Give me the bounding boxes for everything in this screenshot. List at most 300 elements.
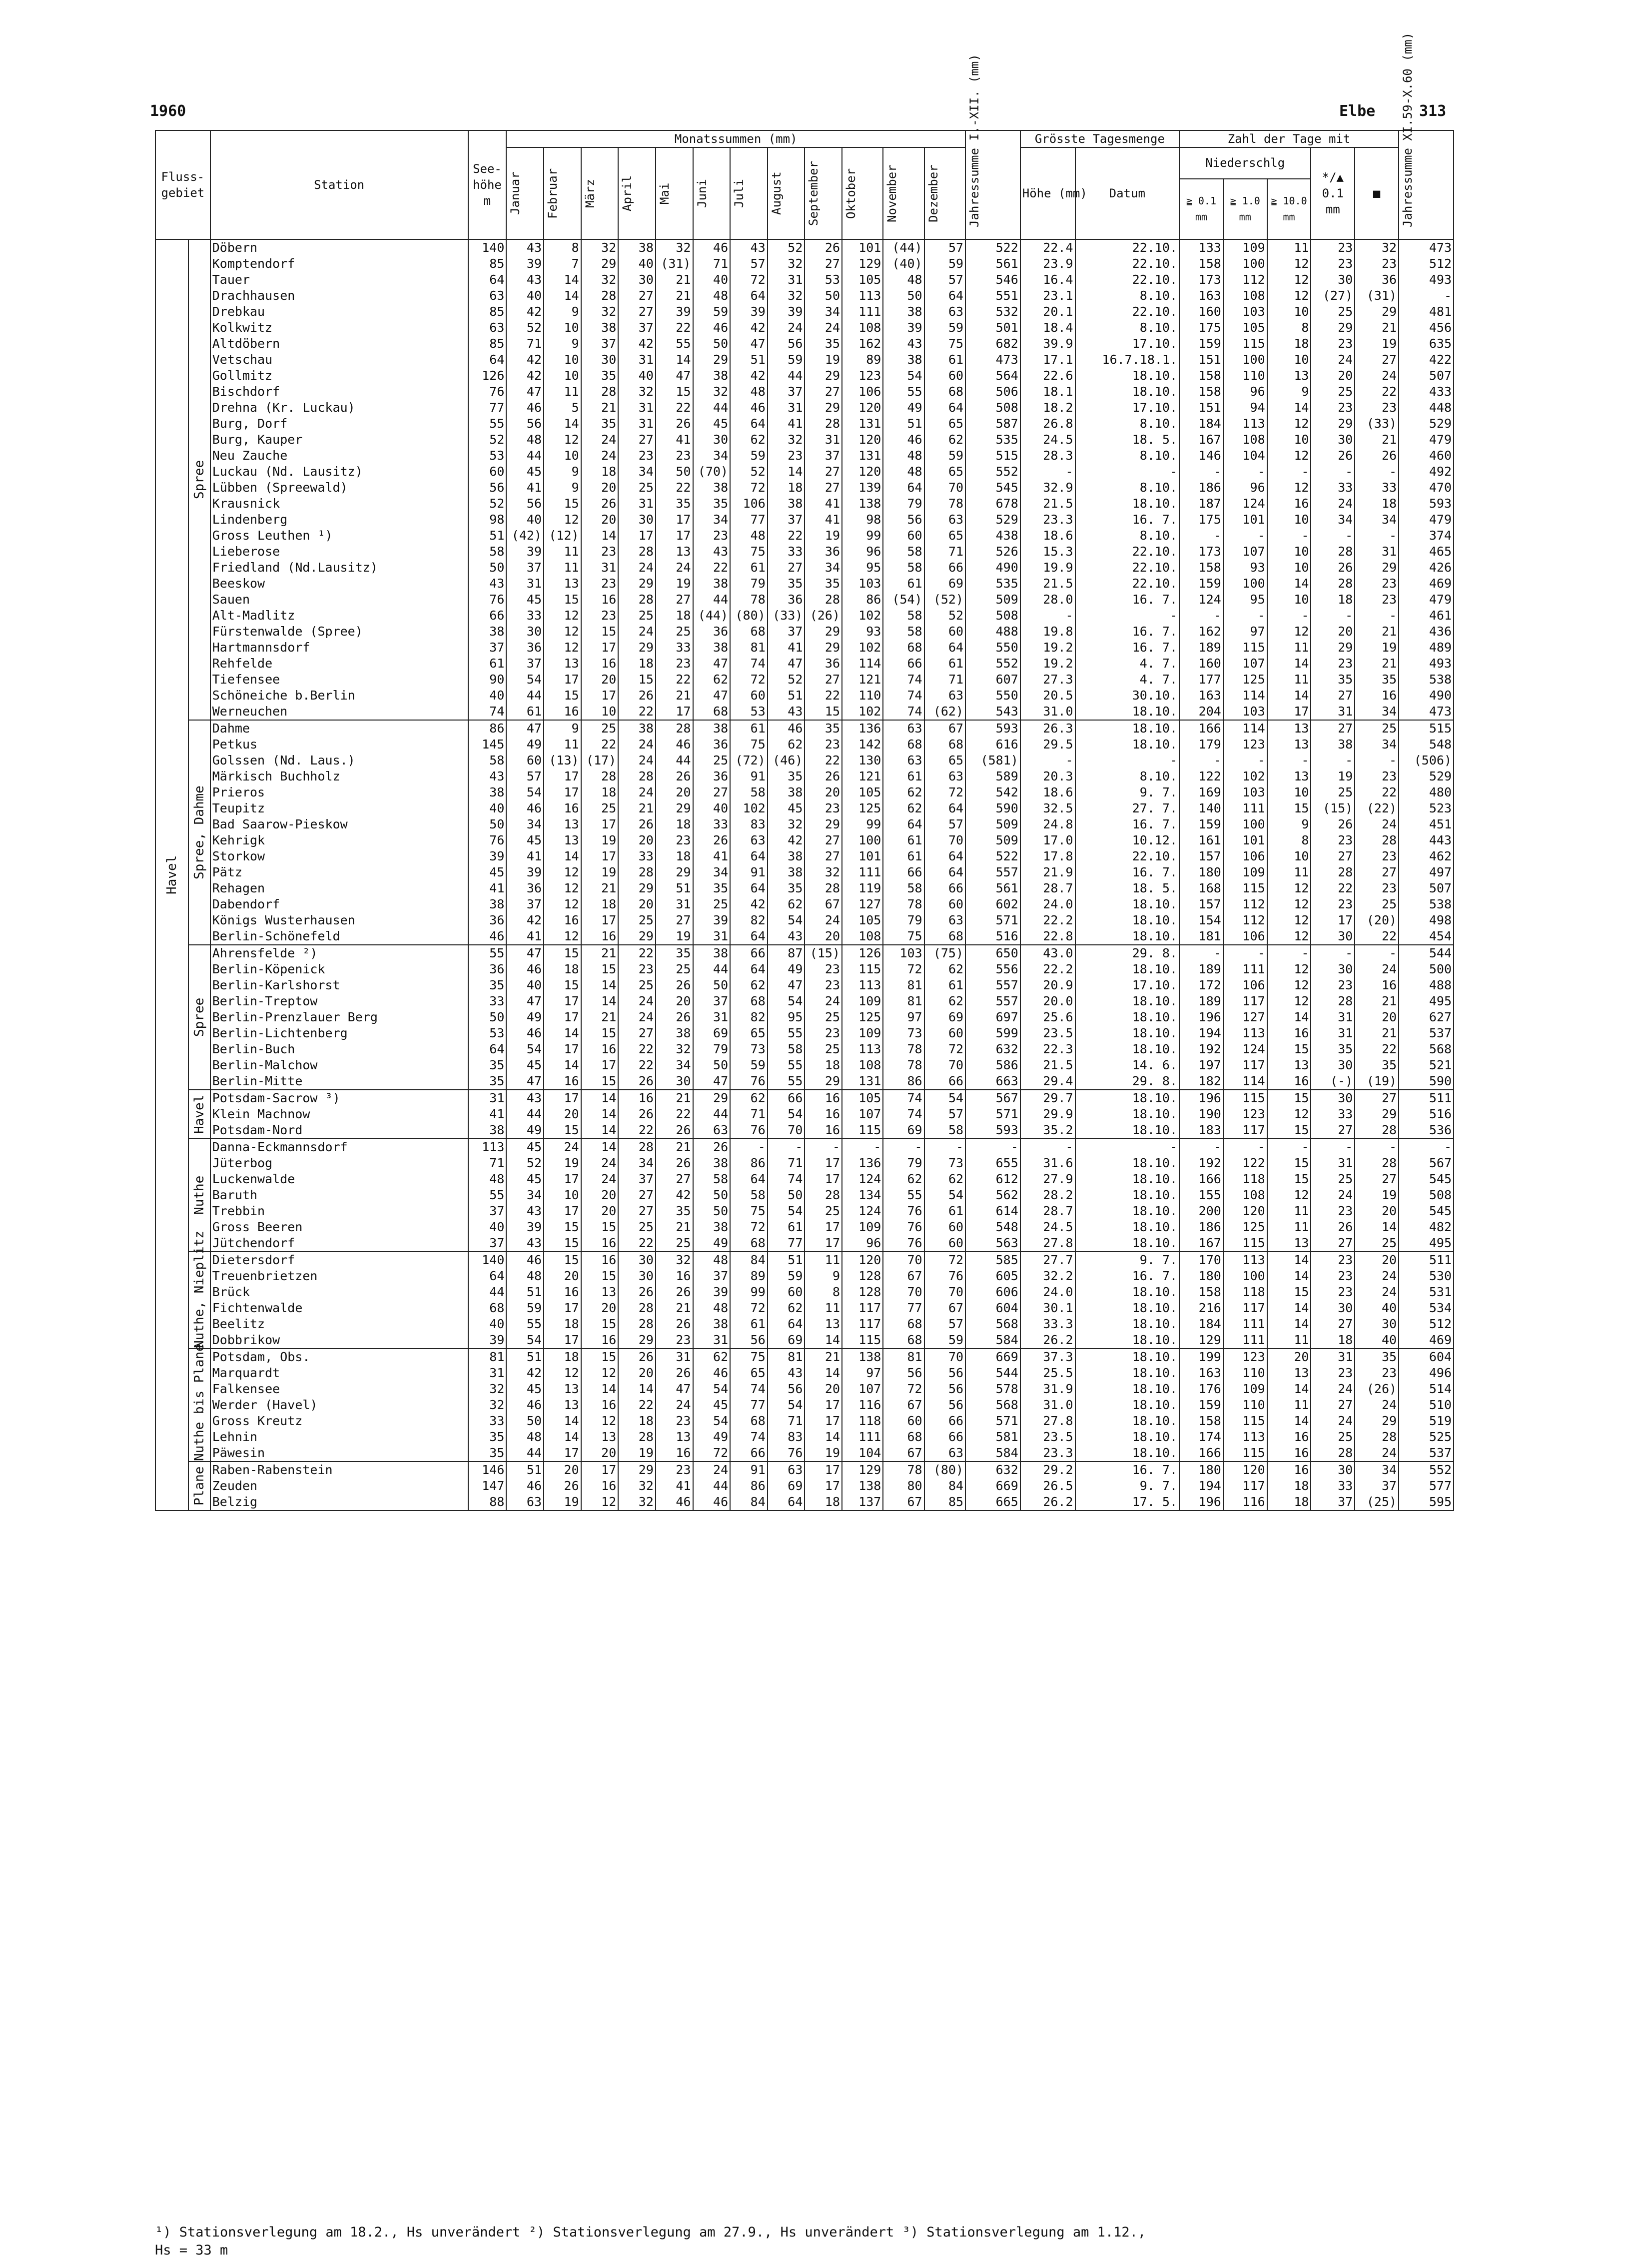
table-cell: 101 xyxy=(842,239,883,256)
table-cell: 482 xyxy=(1399,1219,1454,1235)
table-cell: 60 xyxy=(924,368,965,384)
table-cell: 13 xyxy=(805,1316,842,1332)
table-cell: 111 xyxy=(842,864,883,880)
table-cell: 51 xyxy=(506,1284,544,1300)
table-cell: 59 xyxy=(924,320,965,336)
table-cell: 60 xyxy=(506,753,544,768)
table-cell: 32 xyxy=(581,304,619,320)
table-cell: 77 xyxy=(730,1397,768,1413)
table-cell: 52 xyxy=(768,239,805,256)
table-cell: 22 xyxy=(1355,784,1399,800)
table-cell: 13 xyxy=(1267,737,1311,753)
table-cell: 22.4 xyxy=(1020,239,1075,256)
table-cell: 11 xyxy=(1267,1332,1311,1349)
table-row xyxy=(155,1041,1454,1057)
table-cell: 29 xyxy=(656,800,693,816)
table-cell: 29 xyxy=(618,1462,656,1478)
table-cell: 74 xyxy=(883,1106,924,1122)
table-cell: 37 xyxy=(468,1235,507,1252)
table-cell: 14 xyxy=(1267,1300,1311,1316)
table-cell: 28 xyxy=(805,416,842,432)
table-cell: 40 xyxy=(468,1219,507,1235)
table-cell: 37 xyxy=(581,336,619,352)
col-month-11-label: November xyxy=(885,164,899,222)
table-cell: 58 xyxy=(883,544,924,560)
table-cell: 21.5 xyxy=(1020,576,1075,592)
table-cell: 511 xyxy=(1399,1090,1454,1106)
table-cell: 479 xyxy=(1399,592,1454,608)
table-cell: 21 xyxy=(656,1219,693,1235)
table-cell: 29. 8. xyxy=(1075,1073,1180,1090)
table-cell: 18.10. xyxy=(1075,1009,1180,1025)
table-cell: 31.6 xyxy=(1020,1155,1075,1171)
table-cell: - xyxy=(1075,464,1180,480)
table-cell: 62 xyxy=(924,432,965,448)
table-cell: 42 xyxy=(506,352,544,368)
table-cell: 46 xyxy=(656,737,693,753)
col-groesste: Grösste Tagesmenge xyxy=(1020,130,1179,147)
table-cell: 120 xyxy=(842,400,883,416)
table-cell: 14 xyxy=(1267,1009,1311,1025)
table-cell: 161 xyxy=(1179,832,1223,848)
table-cell: 602 xyxy=(965,896,1020,912)
station-name: Rehagen xyxy=(210,880,468,896)
table-cell: 26 xyxy=(618,816,656,832)
table-cell: 22 xyxy=(618,1235,656,1252)
table-cell: 532 xyxy=(965,304,1020,320)
table-cell: 29.4 xyxy=(1020,1073,1075,1090)
col-month-7 xyxy=(730,147,768,239)
table-row xyxy=(155,704,1454,720)
table-cell: 15 xyxy=(544,1235,581,1252)
table-cell: 18.2 xyxy=(1020,400,1075,416)
table-cell: 35 xyxy=(468,1073,507,1090)
table-cell: 10 xyxy=(1267,848,1311,864)
sub-basin-label: Nuthe bis Plane xyxy=(188,1349,210,1462)
table-cell: 16 xyxy=(656,1445,693,1462)
table-cell: 62 xyxy=(883,1171,924,1187)
col-month-1-label: Januar xyxy=(508,171,523,215)
table-cell: 43 xyxy=(506,1090,544,1106)
table-cell: 56 xyxy=(924,1397,965,1413)
table-cell: 557 xyxy=(965,993,1020,1009)
table-cell: 552 xyxy=(965,656,1020,672)
table-cell: 146 xyxy=(468,1462,507,1478)
table-cell: 41 xyxy=(805,512,842,528)
table-cell: 23 xyxy=(1311,1203,1355,1219)
table-cell: 66 xyxy=(468,608,507,624)
table-cell: 41 xyxy=(506,848,544,864)
table-cell: 26 xyxy=(656,1316,693,1332)
table-cell: 79 xyxy=(883,1155,924,1171)
table-cell: 16 xyxy=(581,1252,619,1268)
table-cell: 163 xyxy=(1179,1365,1223,1381)
table-cell: 26 xyxy=(618,1106,656,1122)
table-cell: 595 xyxy=(1399,1494,1454,1511)
table-cell: 54 xyxy=(506,1332,544,1349)
table-cell: 104 xyxy=(842,1445,883,1462)
table-cell: 10 xyxy=(1267,592,1311,608)
table-cell: 18.10. xyxy=(1075,1219,1180,1235)
col-station: Station xyxy=(210,130,468,239)
table-cell: 33 xyxy=(506,608,544,624)
table-cell: - xyxy=(1355,608,1399,624)
table-cell: 45 xyxy=(693,1397,731,1413)
table-row xyxy=(155,1445,1454,1462)
table-cell: 50 xyxy=(883,288,924,304)
table-cell: 26 xyxy=(656,1122,693,1139)
table-cell: 124 xyxy=(842,1203,883,1219)
table-cell: 28 xyxy=(805,1187,842,1203)
table-cell: (33) xyxy=(1355,416,1399,432)
table-cell: 106 xyxy=(1223,977,1267,993)
table-cell: 106 xyxy=(730,496,768,512)
table-cell: 115 xyxy=(1223,880,1267,896)
table-cell: 186 xyxy=(1179,1219,1223,1235)
table-cell: 50 xyxy=(693,336,731,352)
table-cell: 20.5 xyxy=(1020,688,1075,704)
table-row xyxy=(155,480,1454,496)
table-cell: 45 xyxy=(768,800,805,816)
table-cell: 124 xyxy=(842,1171,883,1187)
table-cell: 17 xyxy=(1267,704,1311,720)
table-cell: 9 xyxy=(1267,816,1311,832)
table-cell: 21 xyxy=(581,945,619,961)
table-cell: 70 xyxy=(924,1057,965,1073)
table-cell: 85 xyxy=(468,304,507,320)
table-cell: 86 xyxy=(842,592,883,608)
table-cell: 56 xyxy=(506,496,544,512)
table-cell: 27 xyxy=(656,592,693,608)
table-cell: 29 xyxy=(656,864,693,880)
table-cell: 45 xyxy=(506,592,544,608)
table-cell: 112 xyxy=(1223,912,1267,928)
table-cell: 54 xyxy=(693,1381,731,1397)
table-cell: 184 xyxy=(1179,416,1223,432)
table-cell: 71 xyxy=(730,1106,768,1122)
table-cell: 32 xyxy=(581,239,619,256)
table-cell: 25 xyxy=(1355,896,1399,912)
table-cell: 593 xyxy=(965,720,1020,737)
table-cell: - xyxy=(1075,753,1180,768)
table-cell: 12 xyxy=(544,608,581,624)
table-cell: 67 xyxy=(805,896,842,912)
table-cell: 50 xyxy=(468,1009,507,1025)
table-cell: 32 xyxy=(656,239,693,256)
table-cell: 38 xyxy=(656,1025,693,1041)
table-cell: 20 xyxy=(581,1300,619,1316)
table-cell: 29 xyxy=(1355,1413,1399,1429)
table-cell: 8.10. xyxy=(1075,768,1180,784)
table-cell: (26) xyxy=(805,608,842,624)
table-cell: 159 xyxy=(1179,1397,1223,1413)
table-cell: 526 xyxy=(965,544,1020,560)
table-cell: 61 xyxy=(468,656,507,672)
table-cell: (40) xyxy=(883,256,924,272)
table-cell: 42 xyxy=(730,320,768,336)
table-cell: 172 xyxy=(1179,977,1223,993)
table-cell: 24.0 xyxy=(1020,896,1075,912)
table-cell: 26 xyxy=(656,416,693,432)
table-cell: 30 xyxy=(618,512,656,528)
table-cell: 72 xyxy=(730,272,768,288)
table-cell: - xyxy=(1267,608,1311,624)
station-name: Berlin-Treptow xyxy=(210,993,468,1009)
table-cell: 37 xyxy=(693,1268,731,1284)
table-cell: 40 xyxy=(468,1316,507,1332)
table-cell: 23 xyxy=(1355,880,1399,896)
table-cell: 514 xyxy=(1399,1381,1454,1397)
table-cell: 27 xyxy=(618,1203,656,1219)
table-cell: 4. 7. xyxy=(1075,672,1180,688)
table-cell: 109 xyxy=(842,1219,883,1235)
table-cell: 550 xyxy=(965,640,1020,656)
table-cell: 29 xyxy=(805,640,842,656)
table-cell: 31 xyxy=(618,416,656,432)
table-cell: 27 xyxy=(805,256,842,272)
table-cell: 21.5 xyxy=(1020,1057,1075,1073)
table-cell: 473 xyxy=(1399,704,1454,720)
table-cell: - xyxy=(1179,1139,1223,1155)
table-cell: 45 xyxy=(506,1171,544,1187)
table-cell: 56 xyxy=(924,1365,965,1381)
col-jahressumme-1 xyxy=(965,54,1020,239)
table-cell: 62 xyxy=(730,432,768,448)
table-cell: 129 xyxy=(842,256,883,272)
table-cell: 49 xyxy=(693,1429,731,1445)
table-cell: 49 xyxy=(506,737,544,753)
table-cell: 34 xyxy=(656,1057,693,1073)
table-cell: 27 xyxy=(1311,1122,1355,1139)
table-cell: 36 xyxy=(805,544,842,560)
table-cell: 35 xyxy=(693,880,731,896)
table-cell: 194 xyxy=(1179,1025,1223,1041)
table-cell: 29 xyxy=(693,352,731,368)
table-cell: 73 xyxy=(730,1041,768,1057)
table-cell: 509 xyxy=(965,592,1020,608)
table-cell: 105 xyxy=(842,784,883,800)
table-cell: 28 xyxy=(1311,576,1355,592)
table-cell: (44) xyxy=(883,239,924,256)
table-cell: 35 xyxy=(656,1203,693,1219)
table-cell: 63 xyxy=(693,1122,731,1139)
table-cell: 16. 7. xyxy=(1075,624,1180,640)
table-cell: 17.8 xyxy=(1020,848,1075,864)
table-cell: 113 xyxy=(842,1041,883,1057)
table-cell: 18.10. xyxy=(1075,993,1180,1009)
table-cell: 39 xyxy=(656,304,693,320)
table-cell: 21 xyxy=(1355,656,1399,672)
table-cell: 32 xyxy=(468,1381,507,1397)
table-cell: 39 xyxy=(468,848,507,864)
table-cell: 159 xyxy=(1179,816,1223,832)
table-cell: 62 xyxy=(693,672,731,688)
table-cell: 10 xyxy=(1267,432,1311,448)
station-name: Komptendorf xyxy=(210,256,468,272)
table-cell: 71 xyxy=(506,336,544,352)
table-cell: 23 xyxy=(1311,832,1355,848)
table-body xyxy=(155,239,1454,1511)
table-cell: 25 xyxy=(581,720,619,737)
table-cell: 30.10. xyxy=(1075,688,1180,704)
table-cell: 47 xyxy=(506,993,544,1009)
table-cell: 131 xyxy=(842,416,883,432)
table-cell: 17 xyxy=(544,1041,581,1057)
table-cell: 571 xyxy=(965,1106,1020,1122)
table-cell: 38 xyxy=(1311,737,1355,753)
table-cell: 29 xyxy=(1311,416,1355,432)
table-cell: 37 xyxy=(1311,1494,1355,1511)
table-cell: 546 xyxy=(965,272,1020,288)
table-cell: 22.8 xyxy=(1020,928,1075,945)
table-cell: 15 xyxy=(581,1219,619,1235)
table-cell: 28 xyxy=(805,592,842,608)
table-cell: (581) xyxy=(965,753,1020,768)
table-cell: 40 xyxy=(693,800,731,816)
table-cell: 37 xyxy=(1355,1478,1399,1494)
table-cell: 44 xyxy=(468,1284,507,1300)
table-cell: 68 xyxy=(924,384,965,400)
table-cell: 28 xyxy=(1311,1445,1355,1462)
table-cell: 111 xyxy=(842,1429,883,1445)
table-cell: 52 xyxy=(924,608,965,624)
table-cell: 8.10. xyxy=(1075,416,1180,432)
table-cell: 61 xyxy=(730,720,768,737)
table-cell: 12 xyxy=(1267,416,1311,432)
table-cell: (506) xyxy=(1399,753,1454,768)
table-cell: 36 xyxy=(468,912,507,928)
table-cell: 568 xyxy=(965,1397,1020,1413)
table-row xyxy=(155,256,1454,272)
table-cell: 42 xyxy=(730,896,768,912)
table-cell: 115 xyxy=(842,1332,883,1349)
table-cell: 47 xyxy=(656,1381,693,1397)
table-cell: 18.10. xyxy=(1075,704,1180,720)
table-cell: 515 xyxy=(1399,720,1454,737)
table-cell: 61 xyxy=(883,576,924,592)
table-cell: 125 xyxy=(842,800,883,816)
table-cell: 26.5 xyxy=(1020,1478,1075,1494)
table-cell: 599 xyxy=(965,1025,1020,1041)
table-cell: 24.0 xyxy=(1020,1284,1075,1300)
table-cell: 65 xyxy=(924,416,965,432)
table-cell: 158 xyxy=(1179,368,1223,384)
table-cell: 136 xyxy=(842,720,883,737)
table-cell: 71 xyxy=(768,1155,805,1171)
table-cell: 24 xyxy=(618,753,656,768)
table-cell: 17 xyxy=(544,1203,581,1219)
table-cell: 38 xyxy=(768,864,805,880)
table-cell: 26 xyxy=(618,688,656,704)
table-cell: 56 xyxy=(883,512,924,528)
table-cell: 21 xyxy=(656,1139,693,1155)
table-cell: 11 xyxy=(805,1300,842,1316)
table-cell: 60 xyxy=(924,1235,965,1252)
table-cell: 159 xyxy=(1179,576,1223,592)
table-cell: (44) xyxy=(693,608,731,624)
station-name: Berlin-Malchow xyxy=(210,1057,468,1073)
table-cell: 102 xyxy=(730,800,768,816)
table-cell: 17 xyxy=(581,688,619,704)
table-cell: 30 xyxy=(693,432,731,448)
table-cell: 115 xyxy=(842,961,883,977)
table-cell: 58 xyxy=(693,1171,731,1187)
table-cell: 481 xyxy=(1399,304,1454,320)
table-cell: 20 xyxy=(1355,1203,1399,1219)
table-cell: 25.6 xyxy=(1020,1009,1075,1025)
table-cell: 95 xyxy=(842,560,883,576)
table-cell: 15 xyxy=(581,961,619,977)
station-name: Prieros xyxy=(210,784,468,800)
table-cell: 114 xyxy=(1223,688,1267,704)
table-cell: 63 xyxy=(924,304,965,320)
table-cell: 79 xyxy=(883,496,924,512)
table-cell: 23.5 xyxy=(1020,1025,1075,1041)
table-cell: 18.10. xyxy=(1075,928,1180,945)
table-cell: 14 xyxy=(581,977,619,993)
table-cell: 19 xyxy=(581,864,619,880)
table-cell: 36 xyxy=(506,880,544,896)
col-month-1 xyxy=(506,147,544,239)
table-cell: 26 xyxy=(1311,448,1355,464)
table-cell: 27. 7. xyxy=(1075,800,1180,816)
table-cell: 16. 7. xyxy=(1075,592,1180,608)
station-name: Lieberose xyxy=(210,544,468,560)
table-cell: 49 xyxy=(768,961,805,977)
table-cell: 45 xyxy=(506,1381,544,1397)
table-cell: 44 xyxy=(693,592,731,608)
col-n10: ≧ 1.0 mm xyxy=(1223,179,1267,239)
table-cell: 24 xyxy=(1311,1381,1355,1397)
table-cell: 39 xyxy=(506,544,544,560)
table-cell: 14 xyxy=(581,1122,619,1139)
table-cell: 125 xyxy=(1223,672,1267,688)
table-cell: 521 xyxy=(1399,1057,1454,1073)
table-row xyxy=(155,961,1454,977)
table-cell: 28.7 xyxy=(1020,880,1075,896)
table-row xyxy=(155,496,1454,512)
table-cell: 13 xyxy=(581,1284,619,1300)
table-cell: 58 xyxy=(883,624,924,640)
table-cell: 64 xyxy=(468,352,507,368)
table-cell: 11 xyxy=(1267,239,1311,256)
table-cell: 16 xyxy=(581,1332,619,1349)
table-cell: 166 xyxy=(1179,1171,1223,1187)
table-cell: 27 xyxy=(1355,352,1399,368)
table-cell: 38 xyxy=(693,1155,731,1171)
table-cell: 14 xyxy=(805,1365,842,1381)
table-cell: 41 xyxy=(468,880,507,896)
table-cell: 52 xyxy=(468,496,507,512)
table-row xyxy=(155,528,1454,544)
table-cell: - xyxy=(1311,608,1355,624)
table-cell: 556 xyxy=(965,961,1020,977)
table-cell: 28 xyxy=(618,1139,656,1155)
table-cell: 140 xyxy=(468,239,507,256)
table-cell: 63 xyxy=(924,512,965,528)
table-cell: 48 xyxy=(883,448,924,464)
col-flussgebiet: Fluss- gebiet xyxy=(155,130,210,239)
table-cell: 24 xyxy=(1355,816,1399,832)
table-cell: 128 xyxy=(842,1268,883,1284)
table-cell: 508 xyxy=(1399,1187,1454,1203)
sub-basin-label: Spree xyxy=(188,239,210,720)
table-cell: 55 xyxy=(468,1187,507,1203)
table-cell: 18.10. xyxy=(1075,1090,1180,1106)
table-cell: 9 xyxy=(544,720,581,737)
table-cell: 32 xyxy=(768,816,805,832)
col-month-8-label: August xyxy=(769,171,784,215)
